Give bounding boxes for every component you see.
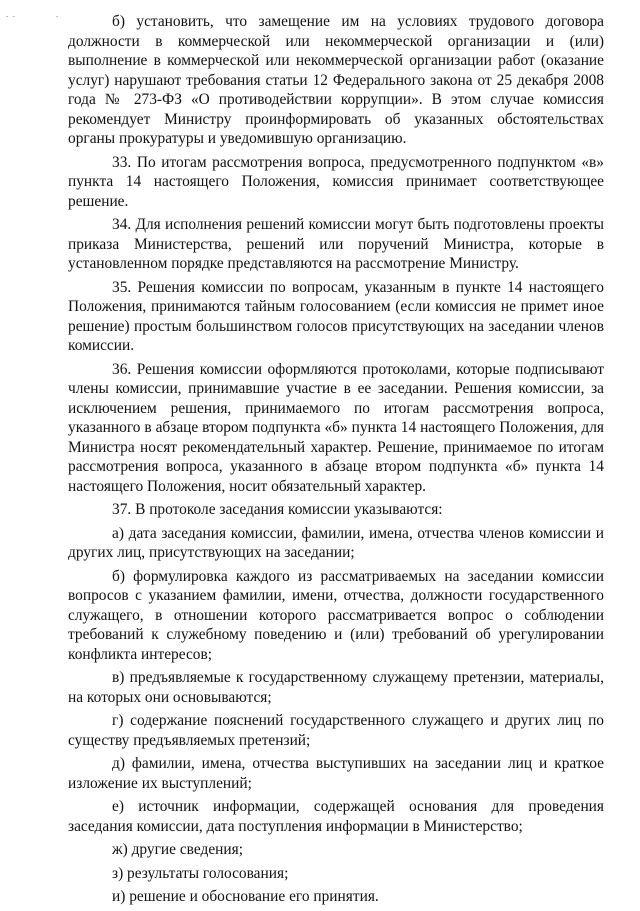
list-item-z: з) результаты голосования;: [112, 864, 289, 882]
list-item-e: е) источник информации, содержащей основания для проведения заседания комиссии, дата поступления информации в Министерство;: [68, 798, 604, 835]
scan-speck-left: . .: [6, 9, 15, 19]
paragraph-34: 34. Для исполнения решений комиссии могут быть подготовлены проекты приказа Министерства, решений или поручений Министра, которые в установленном порядке представляются на рассмотрение Министру.: [68, 216, 604, 272]
paragraph-36: 36. Решения комиссии оформляются протоколами, которые подписывают члены комиссии, принимавшие участие в ее заседании. Решения комиссии, за исключением решения, принимаемого по итогам рассмотрения вопроса, указанного в абзаце втором подпункта «б» пункта 14 настоящего Положения, для Министра носят рекомендательный характер. Решение, принимаемое по итогам рассмотрения вопроса, указанного в абзаце втором подпункта «б» пункта 14 настоящего Положения, носит обязательный характер.: [68, 360, 604, 495]
list-item-g: г) содержание пояснений государственного служащего и других лиц по существу предъявляемых претензий;: [68, 712, 604, 749]
document-page: [68, 12, 604, 911]
list-item-b: б) формулировка каждого из рассматриваемых на заседании комиссии вопросов с указанием фамилии, имени, отчества, должности государственного служащего, в отношении которого рассматривается вопрос о соблюдении требований к служебному поведению и (или) требований об урегулировании конфликта интересов;: [68, 567, 604, 663]
paragraph-33: 33. По итогам рассмотрения вопроса, предусмотренного подпунктом «в» пункта 14 настоящего Положения, комиссия принимает соответствующее решение.: [68, 153, 604, 210]
paragraph-32b: б) установить, что замещение им на условиях трудового договора должности в коммерческой или некоммерческой организации и (или) выполнение в коммерческой или некоммерческой организации работ (оказание услуг) нарушают требования статьи 12 Федерального закона от 25 декабря 2008 года № 273-ФЗ «О противодействии коррупции». В этом случае комиссия рекомендует Министру проинформировать об указанных обстоятельствах органы прокуратуры и уведомившую организацию.: [68, 13, 604, 147]
list-item-a: а) дата заседания комиссии, фамилии, имена, отчества членов комиссии и других лиц, присутствующих на заседании;: [68, 524, 604, 561]
scan-speck-right: .: [56, 9, 59, 19]
list-item-v: в) предъявляемые к государственному служащему претензии, материалы, на которых они основываются;: [68, 669, 604, 706]
list-item-i: и) решение и обоснование его принятия.: [112, 888, 379, 905]
list-item-zh: ж) другие сведения;: [112, 841, 243, 858]
paragraph-35: 35. Решения комиссии по вопросам, указанным в пункте 14 настоящего Положения, принимаются тайным голосованием (если комиссия не примет иное решение) простым большинством голосов присутствующих на заседании членов комиссии.: [68, 278, 604, 354]
paragraph-37: 37. В протоколе заседания комиссии указываются:: [112, 501, 443, 518]
list-item-d: д) фамилии, имена, отчества выступивших на заседании лиц и краткое изложение их выступлений;: [68, 755, 604, 792]
